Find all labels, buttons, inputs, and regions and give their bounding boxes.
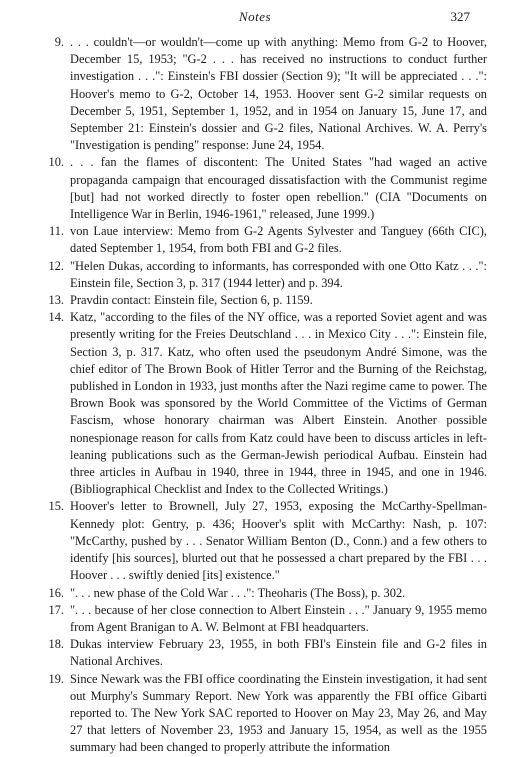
note-number: 17. bbox=[48, 602, 64, 617]
note-item bbox=[40, 223, 487, 257]
note-number: 12. bbox=[48, 258, 64, 273]
note-item bbox=[40, 292, 487, 309]
note-text: Pravdin contact: Einstein file, Section 6, p. 1159. bbox=[70, 293, 313, 308]
note-text: . . . couldn't—or wouldn't—come up with anything: Memo from G-2 to Hoover, December 15, 1953; "G-2 . . . has received no instructions to conduct further investigation . . .": Einstein's FBI dossier (Section 9); "It will be appreciated . . .": Hoover's memo to G-2, October 14, 1953. Hoover sent G-2 similar requests on December 5, 1951, September 1, 1952, and in 1954 on January 15, June 17, and September 21: Einstein's dossier and G-2 files, National Archives. W. A. Perry's "Investigation is pending" response: June 24, 1954. bbox=[70, 35, 487, 153]
note-item bbox=[40, 258, 487, 292]
note-item bbox=[40, 671, 487, 757]
note-number: 19. bbox=[48, 671, 64, 686]
note-text: ". . . new phase of the Cold War . . .": Theoharis (The Boss), p. 302. bbox=[70, 585, 406, 600]
note-number: 9. bbox=[54, 35, 64, 49]
page-number: 327 bbox=[450, 9, 470, 24]
note-number: 18. bbox=[48, 637, 64, 652]
running-head: Notes bbox=[238, 9, 272, 24]
note-text: von Laue interview: Memo from G-2 Agents Sylvester and Tanguey (66th CIC), dated September 1, 1954, from both FBI and G-2 files. bbox=[70, 224, 487, 256]
note-text: Since Newark was the FBI office coordinating the Einstein investigation, it had sent out Murphy's Summary Report. New York was apparently the FBI office Gibarti reported to. The New York SAC reported to Hoover on May 23, May 26, and May 27 that letters of November 23, 1953 and January 15, 1954, as well as the 1955 summary had been changed to properly attribute the information bbox=[70, 671, 487, 755]
note-text: ". . . because of her close connection to Albert Einstein . . ." January 9, 1955 memo from Agent Branigan to A. W. Belmont at FBI headquarters. bbox=[70, 602, 487, 634]
note-text: Hoover's letter to Brownell, July 27, 1953, exposing the McCarthy-Spellman-Kennedy plot: Gentry, p. 436; Hoover's split with McCarthy: Nash, p. 107: "McCarthy, pushed by . . . Senator William Benton (D., Conn.) and a few others to identify [his sources], blurted out that he possessed a chart prepared by the FBI . . . Hoover . . . swiftly denied [its] existence." bbox=[70, 499, 487, 583]
note-item bbox=[40, 309, 487, 498]
note-item bbox=[40, 602, 487, 636]
note-number: 13. bbox=[48, 293, 64, 308]
note-number: 14. bbox=[48, 310, 64, 325]
note-text: Dukas interview February 23, 1955, in both FBI's Einstein file and G-2 files in National Archives. bbox=[70, 637, 487, 669]
note-item bbox=[40, 636, 487, 670]
note-number: 10. bbox=[48, 155, 64, 170]
note-text: "Helen Dukas, according to informants, has corresponded with one Otto Katz . . .": Einstein file, Section 3, p. 317 (1944 letter) and p. 394. bbox=[70, 258, 487, 290]
note-item bbox=[40, 498, 487, 584]
note-number: 15. bbox=[48, 499, 64, 514]
note-item bbox=[40, 585, 487, 602]
note-number: 16. bbox=[48, 585, 64, 600]
notes-list bbox=[40, 34, 487, 757]
note-text: . . . fan the flames of discontent: The United States "had waged an active propaganda campaign that encouraged dissatisfaction with the Communist regime [but] had not worked directly to foster open rebellion." (CIA "Documents on Intelligence War in Berlin, 1946-1961," released, June 1999.) bbox=[70, 155, 487, 222]
note-item bbox=[40, 154, 487, 223]
note-text: Katz, "according to the files of the NY office, was a reported Soviet agent and was presently writing for the Freies Deutschland . . . in Mexico City . . .": Einstein file, Section 3, p. 317. Katz, who often used the pseudonym André Simone, was the chief editor of The Brown Book of Hitler Terror and the Burning of the Reichstag, published in London in 1933, just months after the Nazi regime came to power. The Brown Book was sponsored by the World Committee of the Victims of German Fascism, whose honorary chairman was Albert Einstein. Another possible nonespionage reason for calls from Katz could have been to discuss articles in left-leaning publications such as the German-Jewish periodical Aufbau. Einstein had three articles in Aufbau in 1940, three in 1944, three in 1945, and one in 1946. (Bibliographical Checklist and Index to the Collected Writings.) bbox=[70, 310, 487, 497]
note-item bbox=[40, 34, 487, 154]
note-number: 11. bbox=[48, 224, 64, 239]
